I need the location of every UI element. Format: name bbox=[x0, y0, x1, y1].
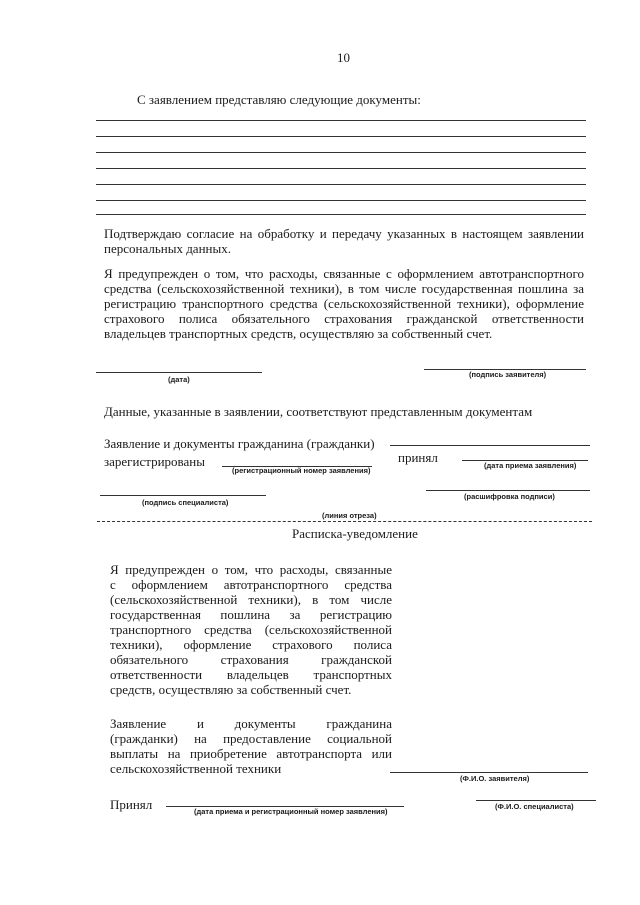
specialist-signature-line bbox=[100, 495, 266, 496]
specialist-name-caption: (Ф.И.О. специалиста) bbox=[495, 802, 574, 811]
warning-line: Я предупрежден о том, что расходы, связанные с оформлением автотранспортного bbox=[104, 266, 584, 281]
documents-heading: С заявлением представляю следующие документы: bbox=[137, 92, 421, 107]
blank-line bbox=[96, 168, 586, 169]
warning-paragraph bbox=[104, 266, 584, 341]
blank-line bbox=[96, 120, 586, 121]
warning-line: страхового полиса обязательного страхования гражданской ответственности bbox=[104, 311, 584, 326]
receipt-warning-line: с оформлением автотранспортного средства bbox=[110, 577, 392, 592]
blank-line bbox=[96, 136, 586, 137]
applicant-signature-caption: (подпись заявителя) bbox=[469, 370, 547, 379]
receipt-warning-line: средств, осуществляю за собственный счет. bbox=[110, 682, 352, 697]
page-number: 10 bbox=[337, 50, 350, 65]
receipt-warning-line: государственная пошлина за регистрацию bbox=[110, 607, 392, 622]
receipt-warning-paragraph bbox=[110, 562, 392, 697]
receipt-warning-line: обязательного страхования гражданской bbox=[110, 652, 392, 667]
applicant-name-line bbox=[390, 772, 588, 773]
receipt-application-line: Заявление и документы гражданина bbox=[110, 716, 392, 731]
blank-line bbox=[96, 214, 586, 215]
cut-line-caption: (линия отреза) bbox=[322, 511, 377, 520]
receipt-application-line: (гражданки) на предоставление социальной bbox=[110, 731, 392, 746]
registered-line-1: Заявление и документы гражданина (гражданки) bbox=[104, 436, 375, 451]
consent-text: Подтверждаю согласие на обработку и передачу указанных в настоящем заявлении персональных данных. bbox=[104, 226, 584, 256]
registration-number-caption: (регистрационный номер заявления) bbox=[232, 466, 371, 475]
receipt-title: Расписка-уведомление bbox=[292, 526, 418, 541]
receipt-warning-line: техники), оформление страхового полиса bbox=[110, 637, 392, 652]
blank-line bbox=[96, 152, 586, 153]
acceptance-date-caption: (дата приема заявления) bbox=[484, 461, 577, 470]
blank-line bbox=[96, 184, 586, 185]
applicant-name-caption: (Ф.И.О. заявителя) bbox=[460, 774, 530, 783]
receipt-application-line: сельскохозяйственной техники bbox=[110, 761, 282, 776]
data-match-text: Данные, указанные в заявлении, соответствуют представленным документам bbox=[104, 404, 533, 419]
receipt-warning-line: транспортного средства (сельскохозяйственной bbox=[110, 622, 392, 637]
date-line bbox=[96, 372, 262, 373]
receipt-warning-line: Я предупрежден о том, что расходы, связанные bbox=[110, 562, 392, 577]
cut-line bbox=[97, 521, 592, 522]
receipt-warning-line: ответственности владельцев транспортных bbox=[110, 667, 392, 682]
specialist-name-line bbox=[476, 800, 596, 801]
blank-line bbox=[96, 200, 586, 201]
date-caption: (дата) bbox=[168, 375, 190, 384]
warning-line: средства (сельскохозяйственной техники), в том числе государственная пошлина за bbox=[104, 281, 584, 296]
signature-decoding-line bbox=[426, 490, 590, 491]
registered-blank-line bbox=[390, 445, 590, 446]
receipt-application-line: выплаты на приобретение автотранспорта или bbox=[110, 746, 392, 761]
signature-decoding-caption: (расшифровка подписи) bbox=[464, 492, 555, 501]
registered-line-2: зарегистрированы bbox=[104, 454, 205, 469]
receipt-warning-line: (сельскохозяйственной техники), в том числе bbox=[110, 592, 392, 607]
accepted-label: принял bbox=[398, 450, 438, 465]
warning-line: регистрацию транспортного средства (сельскохозяйственной техники), оформление bbox=[104, 296, 584, 311]
receipt-application-paragraph bbox=[110, 716, 392, 776]
receipt-accepted-label: Принял bbox=[110, 797, 153, 812]
acceptance-date-number-caption: (дата приема и регистрационный номер заявления) bbox=[194, 807, 388, 816]
specialist-signature-caption: (подпись специалиста) bbox=[142, 498, 229, 507]
warning-line: владельцев транспортных средств, осуществляю за собственный счет. bbox=[104, 326, 493, 341]
